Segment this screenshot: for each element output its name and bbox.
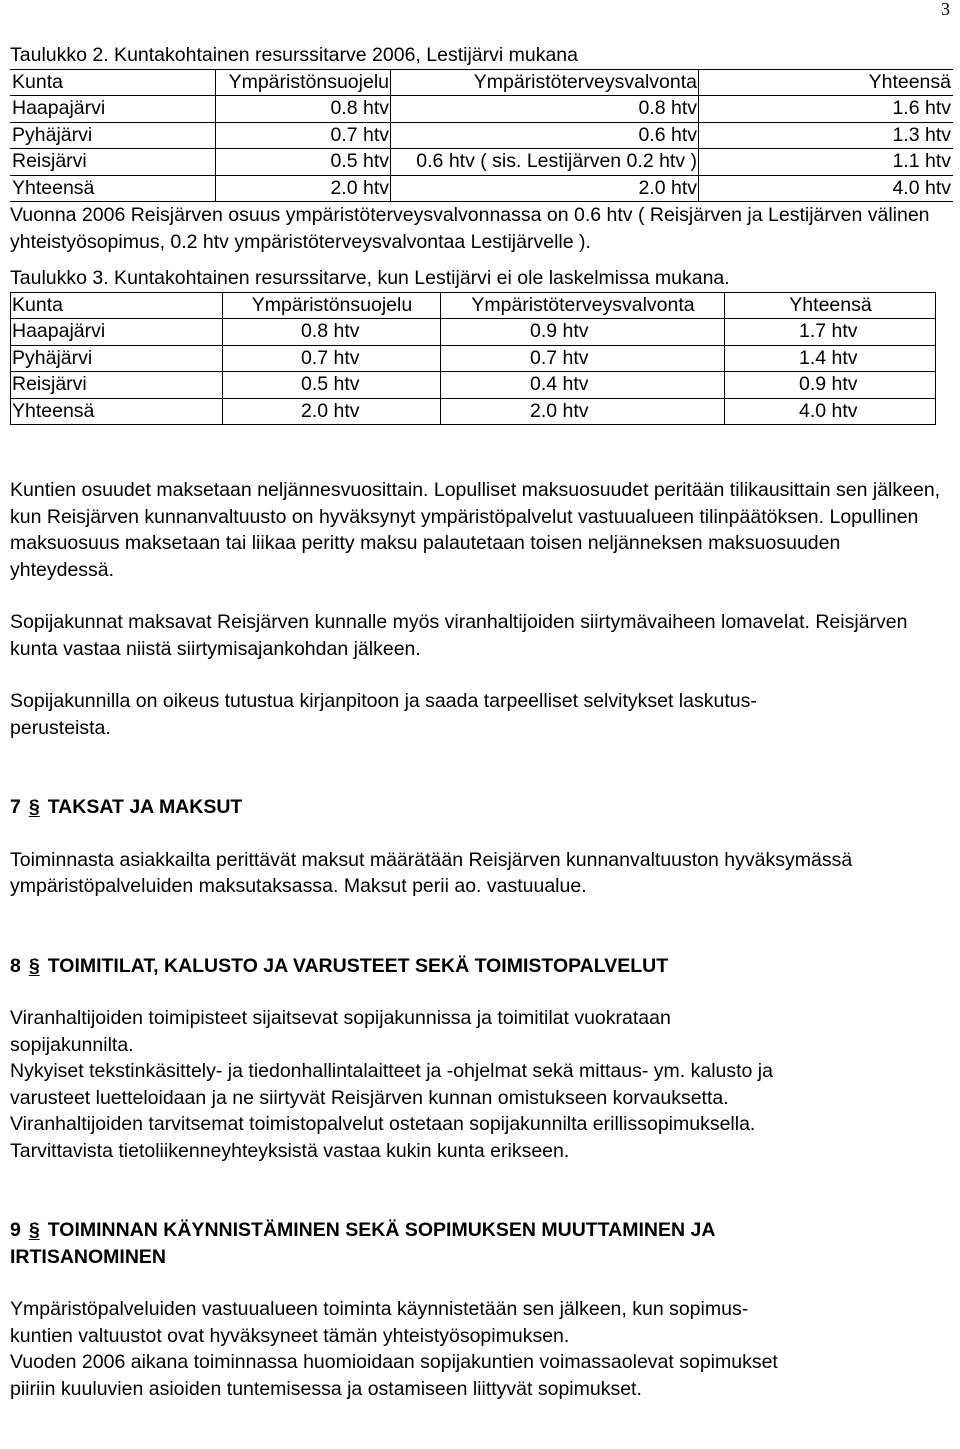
- table-cell: 0.7 htv: [223, 345, 441, 372]
- header-cell: Yhteensä: [699, 69, 953, 96]
- section-number: 8: [10, 954, 21, 977]
- table-cell: 0.7 htv: [216, 122, 391, 149]
- resource-table-3: [10, 292, 936, 426]
- text-line: Nykyiset tekstinkäsittely- ja tiedonhallintalaitteet ja -ohjelmat sekä mittaus- ym. kalusto ja: [10, 1060, 773, 1082]
- paragraph-payments: Kuntien osuudet maksetaan neljännesvuosittain. Lopulliset maksuosuudet peritään tilikausittain sen jälkeen, kun Reisjärven kunnanvaltuusto on hyväksynyt ympäristöpalvelut vastuualueen tilinpäätöksen. Lopullinen maksuosuus maksetaan tai liikaa peritty maksu palautetaan toisen neljänneksen maksuosuuden yhteydessä.: [10, 479, 941, 581]
- table-cell: Pyhäjärvi: [11, 345, 223, 372]
- table-header-row: [11, 292, 936, 319]
- table-row: [11, 96, 953, 123]
- section-9-text: [10, 1296, 945, 1402]
- text-line: Ympäristöpalveluiden vastuualueen toiminta käynnistetään sen jälkeen, kun sopimus-: [10, 1298, 749, 1320]
- paragraph-holiday-debts: Sopijakunnat maksavat Reisjärven kunnalle myös viranhaltijoiden siirtymävaiheen lomavelat. Reisjärven kunta vastaa niistä siirtymisajankohdan jälkeen.: [10, 611, 908, 660]
- table-row: [11, 319, 936, 346]
- text-line: Tarvittavista tietoliikenneyhteyksistä vastaa kukin kunta erikseen.: [10, 1139, 570, 1162]
- header-cell: Ympäristöterveysvalvonta: [441, 292, 725, 319]
- section-symbol: §: [28, 1219, 40, 1241]
- header-cell: Ympäristönsuojelu: [223, 292, 441, 319]
- section-title: TOIMITILAT, KALUSTO JA VARUSTEET SEKÄ TOIMISTOPALVELUT: [47, 954, 669, 977]
- section-8-heading: [10, 953, 945, 980]
- header-cell: Kunta: [11, 292, 223, 319]
- section-number: 9: [10, 1219, 21, 1241]
- table-cell: Haapajärvi: [11, 319, 223, 346]
- header-cell: Ympäristönsuojelu: [216, 69, 391, 96]
- table2-caption: Taulukko 2. Kuntakohtainen resurssitarve 2006, Lestijärvi mukana: [10, 44, 578, 66]
- table-cell: 2.0 htv: [391, 175, 699, 202]
- text-line: kuntien valtuustot ovat hyväksyneet tämän yhteistyösopimuksen.: [10, 1324, 570, 1347]
- section-7-text: Toiminnasta asiakkailta perittävät maksut määrätään Reisjärven kunnanvaltuuston hyväksymässä ympäristöpalveluiden maksutaksassa. Maksut perii ao. vastuualue.: [10, 848, 853, 897]
- section-number: 7: [10, 796, 21, 818]
- table-cell: Yhteensä: [11, 398, 223, 425]
- section-7-heading: [10, 794, 945, 821]
- table-cell: 1.4 htv: [725, 345, 936, 372]
- table-cell: 2.0 htv: [223, 398, 441, 425]
- section-title: TAKSAT JA MAKSUT: [47, 796, 243, 818]
- header-cell: Kunta: [11, 69, 216, 96]
- table-row: [11, 175, 953, 202]
- section-title: TOIMINNAN KÄYNNISTÄMINEN SEKÄ SOPIMUKSEN MUUTTAMINEN JA: [47, 1219, 716, 1241]
- table-cell: 0.8 htv: [223, 319, 441, 346]
- table-cell: 4.0 htv: [699, 175, 953, 202]
- table-cell: 0.8 htv: [391, 96, 699, 123]
- table-cell: Yhteensä: [11, 175, 216, 202]
- table-cell: 0.9 htv: [725, 372, 936, 399]
- table-cell: 0.6 htv ( sis. Lestijärven 0.2 htv ): [391, 149, 699, 176]
- table-cell: 0.8 htv: [216, 96, 391, 123]
- table-cell: 0.6 htv: [391, 122, 699, 149]
- text-line: Viranhaltijoiden tarvitsemat toimistopalvelut ostetaan sopijakunnilta erillissopimuksella.: [10, 1113, 756, 1135]
- table-cell: Pyhäjärvi: [11, 122, 216, 149]
- text-line: perusteista.: [10, 716, 111, 739]
- table-cell: 0.4 htv: [441, 372, 725, 399]
- header-cell: Ympäristöterveysvalvonta: [391, 69, 699, 96]
- page-number: 3: [941, 0, 950, 19]
- header-cell: Yhteensä: [725, 292, 936, 319]
- table-cell: 0.5 htv: [223, 372, 441, 399]
- document-body: [10, 42, 951, 1402]
- table-header-row: [11, 69, 953, 96]
- table-cell: Reisjärvi: [11, 372, 223, 399]
- table-cell: 0.7 htv: [441, 345, 725, 372]
- table-row: [11, 149, 953, 176]
- resource-table-2: [10, 69, 953, 203]
- table-row: [11, 398, 936, 425]
- section-symbol: §: [28, 796, 40, 818]
- table-cell: 1.1 htv: [699, 149, 953, 176]
- table-cell: Reisjärvi: [11, 149, 216, 176]
- paragraph-accounting-rights: [10, 688, 945, 741]
- table-row: [11, 122, 953, 149]
- table-cell: 4.0 htv: [725, 398, 936, 425]
- table-cell: 0.9 htv: [441, 319, 725, 346]
- text-line: sopijakunnilta.: [10, 1033, 134, 1056]
- table-row: [11, 372, 936, 399]
- table3-caption: Taulukko 3. Kuntakohtainen resurssitarve, kun Lestijärvi ei ole laskelmissa mukana.: [10, 267, 730, 289]
- table-cell: Haapajärvi: [11, 96, 216, 123]
- section-symbol: §: [28, 954, 40, 977]
- table-cell: 1.7 htv: [725, 319, 936, 346]
- table-cell: 1.6 htv: [699, 96, 953, 123]
- table-cell: 1.3 htv: [699, 122, 953, 149]
- text-line: piiriin kuuluvien asioiden tuntemisessa ja ostamiseen liittyvät sopimukset.: [10, 1377, 642, 1400]
- section-9-heading: [10, 1217, 945, 1270]
- table2-note: Vuonna 2006 Reisjärven osuus ympäristöterveysvalvonnassa on 0.6 htv ( Reisjärven ja Lestijärven välinen yhteistyösopimus, 0.2 htv ympäristöterveysvalvontaa Lestijärvelle ).: [10, 204, 930, 253]
- text-line: Vuoden 2006 aikana toiminnassa huomioidaan sopijakuntien voimassaolevat sopimukset: [10, 1351, 778, 1373]
- section-8-text: [10, 1005, 945, 1164]
- table-row: [11, 345, 936, 372]
- table-cell: 2.0 htv: [216, 175, 391, 202]
- text-line: varusteet luetteloidaan ja ne siirtyvät Reisjärven kunnan omistukseen korvauksetta.: [10, 1086, 729, 1109]
- text-line: Sopijakunnilla on oikeus tutustua kirjanpitoon ja saada tarpeelliset selvitykset laskutus-: [10, 690, 757, 712]
- table-cell: 2.0 htv: [441, 398, 725, 425]
- table-cell: 0.5 htv: [216, 149, 391, 176]
- section-title-continued: IRTISANOMINEN: [10, 1245, 166, 1268]
- text-line: Viranhaltijoiden toimipisteet sijaitsevat sopijakunnissa ja toimitilat vuokrataan: [10, 1007, 671, 1029]
